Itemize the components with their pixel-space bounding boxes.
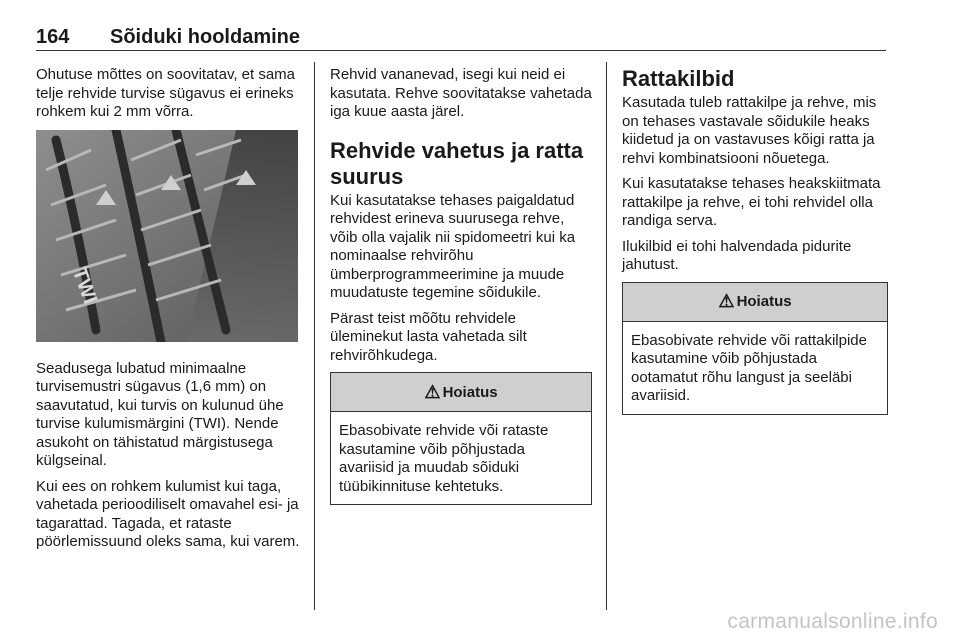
col3-paragraph-2: Kui kasutatakse tehases heakskiitmata rattakilpe ja rehve, ei tohi rehvidel olla randiga serva. (622, 175, 881, 229)
header-rule (36, 50, 886, 51)
col1-intro: Ohutuse mõttes on soovitatav, et sama telje rehvide turvise sügavus ei erineks rohkem kui 2 mm võrra. (36, 66, 296, 120)
warning-text-1: Ebasobivate rehvide või rataste kasutamine võib põhjustada avariisid ja muudab sõiduki tüübikinnituse kehtetuks. (339, 422, 549, 495)
twi-label: TWI (67, 264, 102, 307)
page-header (36, 26, 886, 50)
column-divider-1 (314, 62, 315, 610)
col1-paragraph-1: Seadusega lubatud minimaalne turvisemustri sügavus (1,6 mm) on saavutatud, kui turvis on kulunud ühe turvise kulumismärgini (TWI). Nende asukoht on tähistatud märgistusega külgseinal. (36, 359, 284, 469)
tire-tread-illustration (36, 130, 298, 342)
warning-triangle-icon: ⚠ (718, 291, 735, 311)
col3-paragraph-1: Kasutada tuleb rattakilpe ja rehve, mis on tehases vastavale sõidukile heaks kiidetud ja on vastavuses kõigi ratta ja rehvi kombinatsiooni nõuetega. (622, 94, 877, 167)
section-heading-tire-change: Rehvide vahetus ja ratta suurus (330, 137, 584, 189)
column-middle (330, 66, 592, 505)
page-title: Sõiduki hooldamine (110, 26, 301, 48)
col2-paragraph-2: Pärast teist mõõtu rehvidele üleminekut lasta vahetada silt rehvirõhkudega. (330, 309, 527, 364)
column-right (622, 66, 888, 415)
col1-paragraph-2: Kui ees on rohkem kulumist kui taga, vahetada perioodiliselt omavahel esi- ja tagarattad. Tagada, et rataste pöörlemissuund oleks sama, kui varem. (36, 477, 300, 550)
warning-box-1 (330, 372, 592, 505)
warning-header-2 (623, 283, 887, 322)
page-number: 164 (36, 26, 70, 48)
column-left (36, 66, 302, 559)
column-divider-2 (606, 62, 607, 610)
col2-paragraph-1: Kui kasutatakse tehases paigaldatud rehvidest erineva suurusega rehve, võib olla vajalik nii spidomeetri kui ka nominaalse rehvirõhu ümberprogrammeerimine ja muude muudatuste tegemine sõidukile. (330, 191, 576, 301)
warning-header-1 (331, 373, 591, 412)
warning-triangle-icon: ⚠ (424, 381, 441, 402)
col3-paragraph-3: Ilukilbid ei tohi halvendada pidurite jahutust. (622, 237, 852, 273)
col2-intro: Rehvid vananevad, isegi kui neid ei kasutata. Rehve soovitatakse vahetada iga kuue aasta järel. (330, 66, 592, 120)
watermark: carmanualsonline.info (727, 610, 938, 633)
section-heading-wheel-covers: Rattakilbid (622, 66, 735, 91)
warning-box-2 (622, 282, 888, 415)
warning-title-2: Hoiatus (736, 293, 792, 310)
warning-text-2: Ebasobivate rehvide või rattakilpide kasutamine võib põhjustada ootamatut rõhu langust ja seeläbi avariisid. (631, 331, 867, 404)
warning-title-1: Hoiatus (442, 383, 498, 401)
